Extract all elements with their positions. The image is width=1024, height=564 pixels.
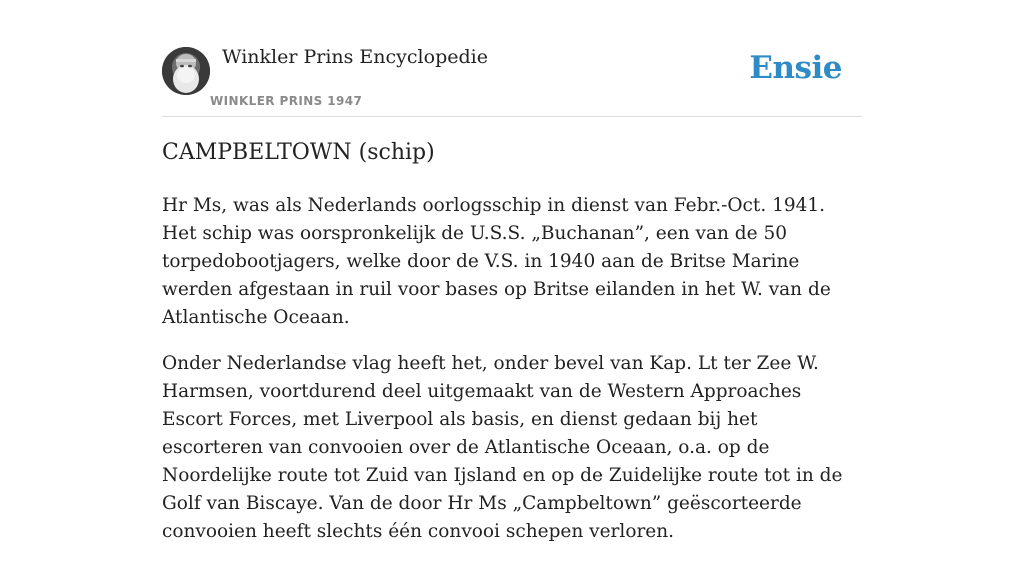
site-header (162, 0, 862, 117)
source-name[interactable]: Winkler Prins Encyclopedie (222, 46, 488, 68)
page (162, 0, 862, 542)
site-logo[interactable]: Ensie (749, 50, 842, 86)
article-title: CAMPBELTOWN (schip) (162, 140, 435, 165)
article-paragraph-2: Onder Nederlandse vlag heeft het, onder bevel van Kap. Lt ter Zee W. Harmsen, voortdurend deel uitgemaakt van de Western Approaches Escort Forces, met Liverpool als basis, en dienst gedaan bij het escorteren van convooien over de Atlantische Oceaan, o.a. op de Noordelijke route tot Zuid van Ijsland en op de Zuidelijke route tot in de Golf van Biscaye. Van de door Hr Ms „Campbeltown” geëscorteerde convooien heeft slechts één convooi schepen verloren. (162, 353, 843, 542)
source-avatar[interactable] (162, 47, 210, 95)
bearded-man-portrait-icon (162, 47, 210, 95)
article-paragraph-1: Hr Ms, was als Nederlands oorlogsschip in dienst van Febr.-Oct. 1941. Het schip was oorspronkelijk de U.S.S. „Buchanan”, een van de 50 torpedobootjagers, welke door de V.S. in 1940 aan de Britse Marine werden afgestaan in ruil voor bases op Britse eilanden in het W. van de Atlantische Oceaan. (162, 195, 831, 328)
article-body (162, 192, 862, 564)
source-edition[interactable]: WINKLER PRINS 1947 (210, 94, 363, 108)
